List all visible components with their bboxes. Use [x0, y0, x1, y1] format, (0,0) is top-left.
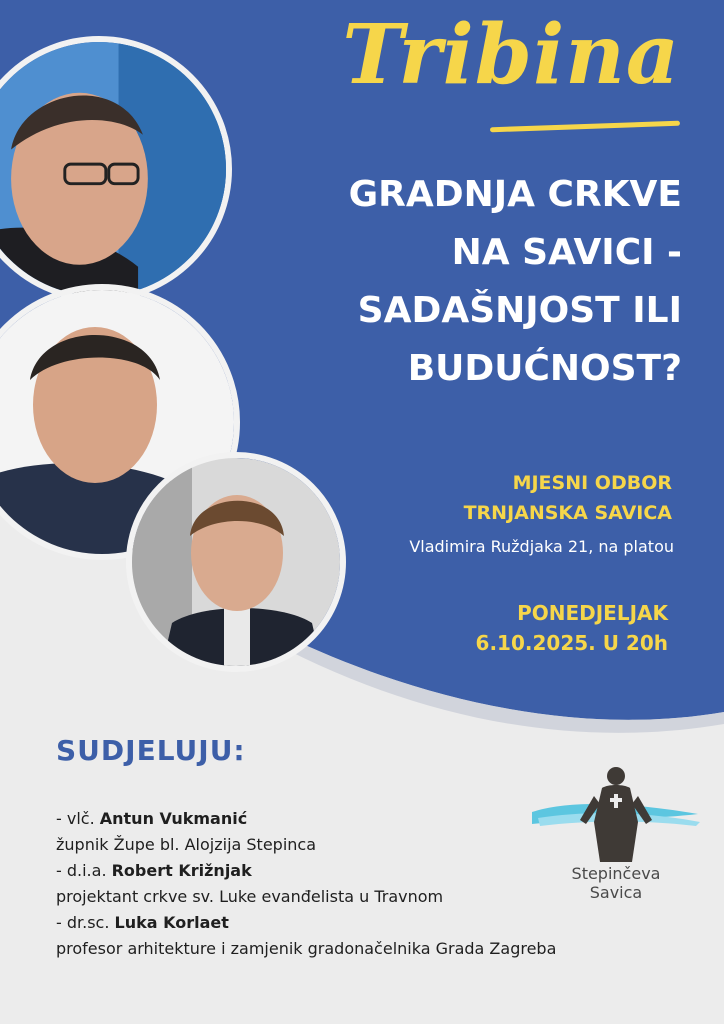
participant-name: Luka Korlaet — [114, 913, 229, 932]
headline-line: SADAŠNJOST ILI — [357, 290, 682, 331]
headline-line: NA SAVICI - — [451, 232, 682, 273]
stepinac-figure-icon — [528, 762, 704, 866]
event-date — [476, 598, 668, 658]
participant-title: - vlč. — [56, 809, 100, 828]
logo-line: Stepinčeva — [571, 864, 661, 883]
event-type-title: Tribina — [342, 7, 680, 103]
event-headline — [162, 166, 682, 398]
participant-name-line — [56, 806, 556, 832]
date-day: PONEDJELJAK — [517, 601, 668, 625]
participant-role: profesor arhitekture i zamjenik gradonačelnika Grada Zagreba — [56, 939, 557, 958]
participant-title: - dr.sc. — [56, 913, 115, 932]
stepinceva-savica-logo — [528, 762, 704, 912]
organizer-line: TRNJANSKA SAVICA — [463, 502, 672, 524]
participant-role: župnik Župe bl. Alojzija Stepinca — [56, 835, 317, 854]
participant-name: Robert Križnjak — [111, 861, 252, 880]
organizer — [464, 468, 672, 528]
participant-role: projektant crkve sv. Luke evanđelista u Travnom — [56, 887, 444, 906]
logo-text — [528, 864, 704, 902]
participant-name-line — [56, 910, 556, 936]
date-datetime: 6.10.2025. U 20h — [475, 631, 668, 655]
participant-name: Antun Vukmanić — [99, 809, 248, 828]
participants-heading: SUDJELUJU: — [56, 734, 246, 767]
participant-title: - d.i.a. — [56, 861, 112, 880]
event-address: Vladimira Ruždjaka 21, na platou — [409, 537, 674, 556]
participant-name-line — [56, 858, 556, 884]
speaker-portrait-3 — [126, 452, 346, 672]
headline-line: BUDUĆNOST? — [407, 348, 682, 389]
headline-line: GRADNJA CRKVE — [348, 174, 682, 215]
organizer-line: MJESNI ODBOR — [512, 472, 672, 494]
participants-list — [56, 806, 556, 962]
logo-line: Savica — [589, 883, 643, 902]
